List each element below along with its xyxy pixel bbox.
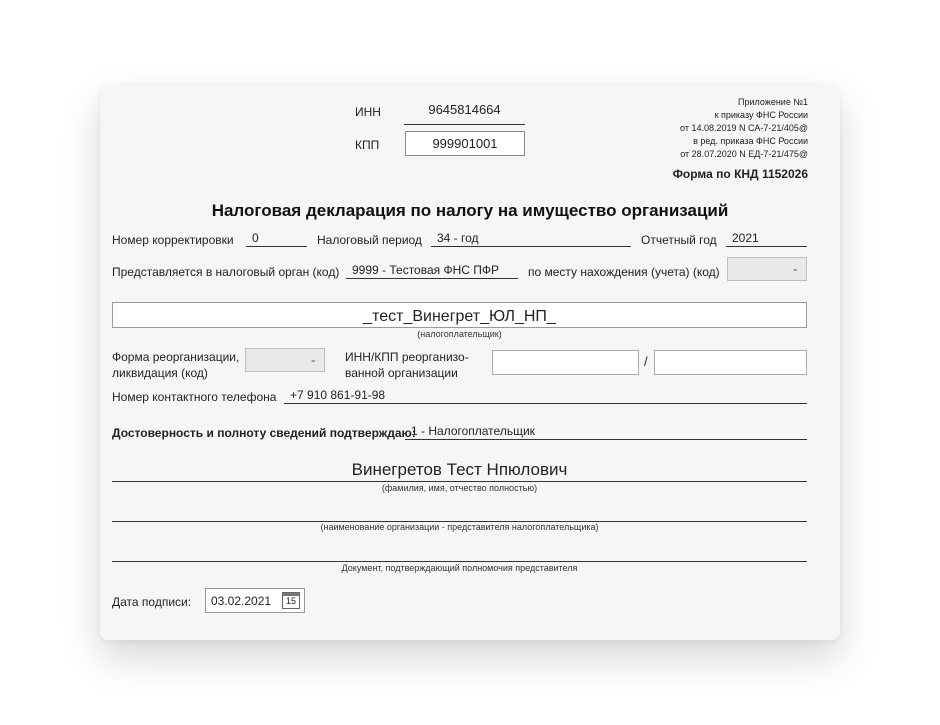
- authority-document-caption: Документ, подтверждающий полномочия представителя: [341, 563, 578, 573]
- chevron-down-icon: ⌄: [791, 263, 799, 273]
- location-label: по месту нахождения (учета) (код): [528, 265, 720, 279]
- calendar-icon-day: 15: [285, 596, 296, 606]
- location-select[interactable]: [727, 257, 807, 281]
- correction-field[interactable]: 0: [246, 232, 307, 247]
- reorg-form-label: [112, 349, 239, 381]
- form-code: Форма по КНД 1152026: [672, 167, 808, 181]
- declaration-form: [100, 84, 840, 640]
- confirm-label: Достоверность и полноту сведений подтверждаю:: [112, 426, 416, 440]
- phone-label: Номер контактного телефона: [112, 390, 277, 404]
- kpp-field[interactable]: 999901001: [405, 131, 525, 156]
- reorg-inn-kpp-label: [345, 349, 469, 381]
- period-label: Налоговый период: [317, 233, 422, 247]
- period-field[interactable]: 34 - год: [431, 232, 631, 247]
- appendix-line: Приложение №1: [738, 97, 808, 107]
- reorg-kpp-field[interactable]: [654, 350, 807, 375]
- inn-kpp-separator: /: [644, 354, 648, 369]
- appendix-line: к приказу ФНС России: [714, 110, 808, 120]
- appendix-line: от 28.07.2020 N ЕД-7-21/475@: [680, 149, 808, 159]
- year-label: Отчетный год: [641, 233, 717, 247]
- reorg-inn-kpp-label-line: ванной организации: [345, 366, 458, 380]
- authority-document-field[interactable]: [112, 542, 807, 562]
- calendar-icon-header: [283, 593, 299, 596]
- appendix-line: от 14.08.2019 N СА-7-21/405@: [680, 123, 808, 133]
- calendar-icon[interactable]: [282, 592, 300, 609]
- signer-name-field[interactable]: Винегретов Тест Нпюлович: [112, 459, 807, 482]
- appendix-line: в ред. приказа ФНС России: [693, 136, 808, 146]
- reorg-form-label-line: ликвидация (код): [112, 366, 208, 380]
- authority-field[interactable]: 9999 - Тестовая ФНС ПФР: [346, 264, 518, 279]
- confirm-field[interactable]: 1 - Налогоплательщик: [405, 425, 807, 440]
- reorg-form-label-line: Форма реорганизации,: [112, 350, 240, 364]
- reorg-inn-kpp-label-line: ИНН/КПП реорганизо-: [345, 350, 469, 364]
- taxpayer-caption: (налогоплательщик): [417, 329, 502, 339]
- inn-field[interactable]: 9645814664: [404, 98, 525, 125]
- signer-name-caption: (фамилия, имя, отчество полностью): [381, 483, 538, 493]
- sign-date-picker[interactable]: [205, 588, 305, 613]
- phone-field[interactable]: +7 910 861-91-98: [284, 389, 807, 404]
- appendix-note: [608, 96, 808, 161]
- representative-org-caption: (наименование организации - представителя налогоплательщика): [320, 522, 599, 532]
- year-field[interactable]: 2021: [726, 232, 807, 247]
- page-title: Налоговая декларация по налогу на имущество организаций: [211, 201, 729, 220]
- sign-date-value: 03.02.2021: [211, 594, 272, 608]
- reorg-inn-field[interactable]: [492, 350, 639, 375]
- authority-label: Представляется в налоговый орган (код): [112, 265, 340, 279]
- representative-org-field[interactable]: [112, 502, 807, 522]
- correction-label: Номер корректировки: [112, 233, 234, 247]
- reorg-form-select[interactable]: [245, 348, 325, 372]
- taxpayer-name-field[interactable]: _тест_Винегрет_ЮЛ_НП_: [112, 302, 807, 328]
- inn-label: ИНН: [355, 105, 381, 119]
- sign-date-label: Дата подписи:: [112, 595, 192, 609]
- chevron-down-icon: ⌄: [309, 354, 317, 364]
- kpp-label: КПП: [355, 138, 380, 152]
